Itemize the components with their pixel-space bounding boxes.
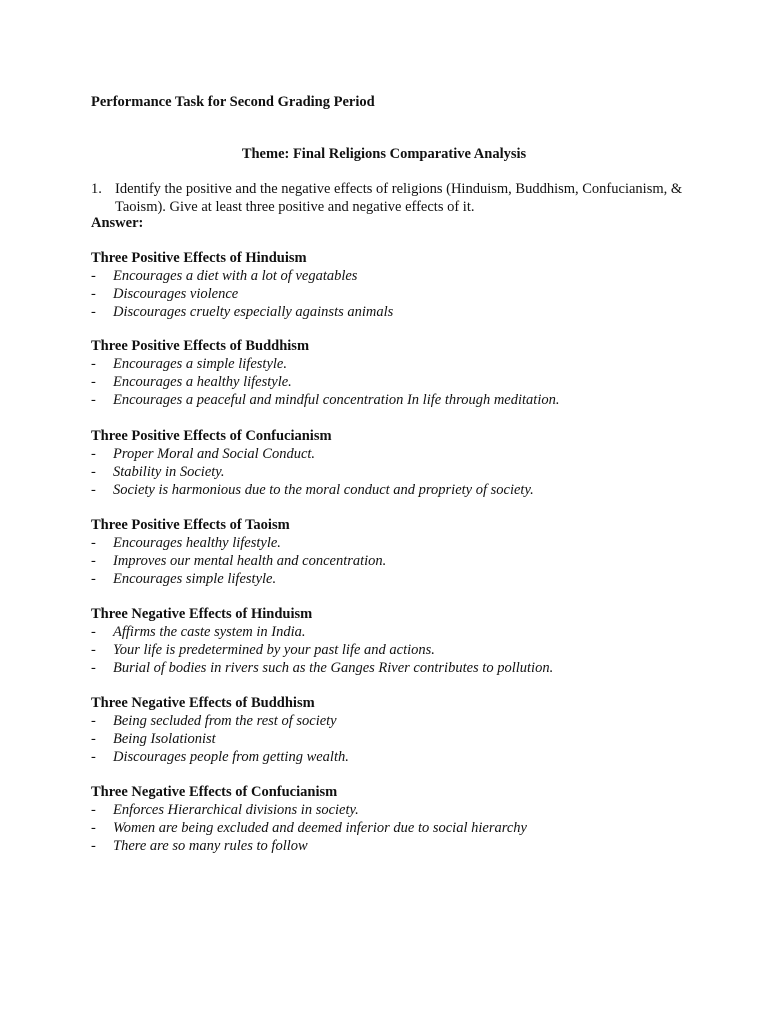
list-item-text: Encourages a diet with a lot of vegatables <box>113 268 358 284</box>
section-positive-buddhism <box>91 337 731 409</box>
list-item-text: Affirms the caste system in India. <box>113 624 306 640</box>
bullet-dash: - <box>91 660 96 676</box>
list-item <box>91 712 731 730</box>
section-negative-confucianism <box>91 783 731 855</box>
bullet-dash: - <box>91 356 96 372</box>
section-heading: Three Negative Effects of Confucianism <box>91 784 338 800</box>
bullet-dash: - <box>91 464 96 480</box>
section-heading: Three Negative Effects of Hinduism <box>91 606 313 622</box>
section-heading: Three Positive Effects of Hinduism <box>91 250 307 266</box>
bullet-dash: - <box>91 535 96 551</box>
list-item <box>91 837 731 855</box>
list-item-text: Encourages a simple lifestyle. <box>113 356 287 372</box>
question-text: Identify the positive and the negative effects of religions (Hinduism, Buddhism, Confucianism, & Taoism). Give at least three positive and negative effects of it. <box>115 181 683 215</box>
list-item <box>91 391 731 409</box>
bullet-dash: - <box>91 482 96 498</box>
document-theme: Theme: Final Religions Comparative Analysis <box>241 146 527 162</box>
section-heading: Three Positive Effects of Taoism <box>91 517 290 533</box>
bullet-dash: - <box>91 268 96 284</box>
list-item <box>91 748 731 766</box>
bullet-dash: - <box>91 642 96 658</box>
bullet-dash: - <box>91 624 96 640</box>
list-item <box>91 534 731 552</box>
bullet-dash: - <box>91 374 96 390</box>
list-item-text: Encourages simple lifestyle. <box>113 571 277 587</box>
list-item <box>91 285 731 303</box>
list-item <box>91 659 731 677</box>
list-item-text: Discourages violence <box>113 286 239 302</box>
bullet-dash: - <box>91 749 96 765</box>
list-item-text: Enforces Hierarchical divisions in society. <box>113 802 359 818</box>
list-item-text: Society is harmonious due to the moral conduct and propriety of society. <box>113 482 534 498</box>
list-item <box>91 641 731 659</box>
section-positive-hinduism <box>91 249 731 321</box>
bullet-dash: - <box>91 571 96 587</box>
bullet-dash: - <box>91 304 96 320</box>
list-item-text: Encourages a healthy lifestyle. <box>113 374 292 390</box>
list-item <box>91 445 731 463</box>
bullet-dash: - <box>91 446 96 462</box>
section-negative-hinduism <box>91 605 731 677</box>
list-item-text: Stability in Society. <box>113 464 225 480</box>
answer-label: Answer: <box>91 215 144 231</box>
bullet-dash: - <box>91 553 96 569</box>
section-positive-confucianism <box>91 427 731 499</box>
list-item <box>91 481 731 499</box>
list-item-text: Burial of bodies in rivers such as the Ganges River contributes to pollution. <box>113 660 554 676</box>
list-item-text: Being Isolationist <box>113 731 216 747</box>
bullet-dash: - <box>91 713 96 729</box>
list-item-text: Women are being excluded and deemed inferior due to social hierarchy <box>113 820 527 836</box>
section-heading: Three Positive Effects of Confucianism <box>91 428 332 444</box>
question-item <box>91 180 691 216</box>
list-item <box>91 552 731 570</box>
list-item-text: Your life is predetermined by your past life and actions. <box>113 642 435 658</box>
bullet-dash: - <box>91 731 96 747</box>
bullet-dash: - <box>91 802 96 818</box>
bullet-dash: - <box>91 820 96 836</box>
list-item-text: Discourages people from getting wealth. <box>113 749 349 765</box>
list-item <box>91 570 731 588</box>
list-item <box>91 801 731 819</box>
list-item-text: There are so many rules to follow <box>113 838 308 854</box>
bullet-dash: - <box>91 286 96 302</box>
list-item <box>91 373 731 391</box>
list-item-text: Proper Moral and Social Conduct. <box>113 446 316 462</box>
question-number: 1. <box>91 181 102 197</box>
section-heading: Three Positive Effects of Buddhism <box>91 338 310 354</box>
list-item <box>91 463 731 481</box>
section-positive-taoism <box>91 516 731 588</box>
section-negative-buddhism <box>91 694 731 766</box>
list-item <box>91 303 731 321</box>
list-item <box>91 819 731 837</box>
list-item <box>91 267 731 285</box>
section-heading: Three Negative Effects of Buddhism <box>91 695 315 711</box>
bullet-dash: - <box>91 838 96 854</box>
list-item-text: Encourages a peaceful and mindful concentration In life through meditation. <box>113 392 560 408</box>
list-item-text: Discourages cruelty especially againsts animals <box>113 304 394 320</box>
bullet-dash: - <box>91 392 96 408</box>
list-item <box>91 355 731 373</box>
list-item <box>91 730 731 748</box>
list-item <box>91 623 731 641</box>
list-item-text: Encourages healthy lifestyle. <box>113 535 281 551</box>
list-item-text: Improves our mental health and concentration. <box>113 553 387 569</box>
list-item-text: Being secluded from the rest of society <box>113 713 337 729</box>
document-title: Performance Task for Second Grading Period <box>91 94 375 110</box>
